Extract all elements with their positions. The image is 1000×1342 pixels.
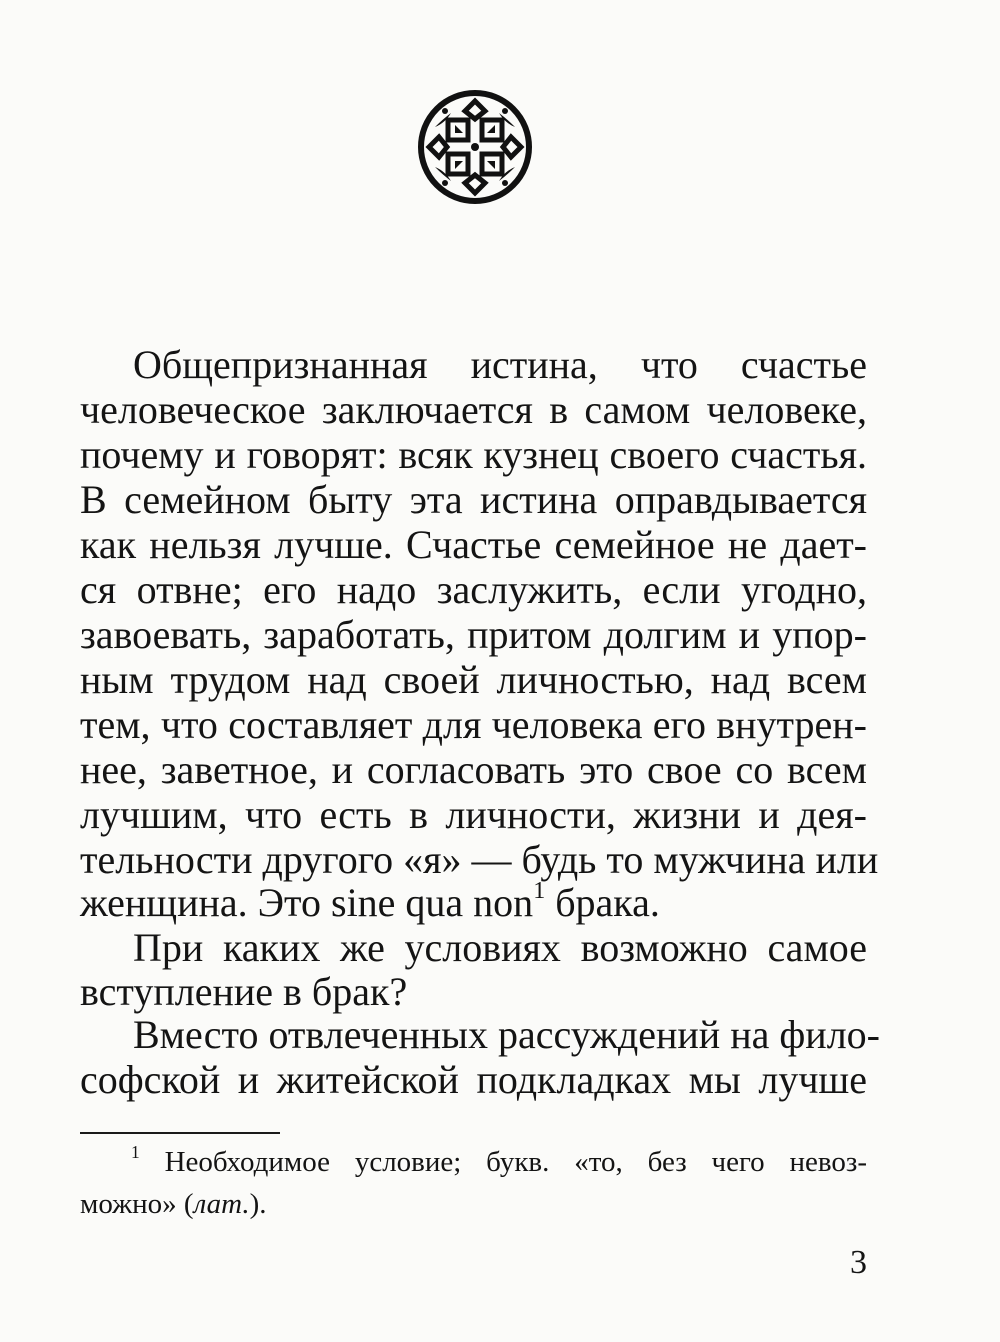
- page-number: 3: [850, 1244, 867, 1281]
- text-line: нее, заветное, и согласовать это свое со всем: [80, 747, 867, 792]
- text-line: ся отвне; его надо заслужить, если угодно,: [80, 567, 867, 612]
- text-line: Общепризнанная истина, что счастье: [133, 342, 867, 387]
- text-segment: женщина. Это sine qua non: [80, 880, 534, 925]
- ornament-rosette-icon: [417, 89, 533, 205]
- footnote-reference[interactable]: 1: [533, 878, 546, 904]
- footnote-italic: лат.: [193, 1188, 250, 1220]
- text-line: При каких же условиях возможно самое: [133, 925, 867, 970]
- text-segment: брака.: [545, 880, 660, 925]
- text-line: В семейном быту эта истина оправдывается: [80, 477, 867, 522]
- text-line: Вместо отвлеченных рассуждений на фило-: [133, 1012, 880, 1057]
- text-line: лучшим, что есть в личности, жизни и дея-: [80, 792, 867, 837]
- footnote-marker: 1: [131, 1141, 140, 1162]
- text-line: тем, что составляет для человека его внутрен-: [80, 702, 867, 747]
- text-line: почему и говорят: всяк кузнец своего счастья.: [80, 432, 867, 477]
- text-line: ным трудом над своей личностью, над всем: [80, 657, 867, 702]
- text-line: тельности другого «я» — будь то мужчина или: [80, 837, 879, 882]
- text-line: вступление в брак?: [80, 969, 408, 1014]
- text-line: софской и житейской подкладках мы лучше: [80, 1057, 867, 1102]
- footnote-line: [80, 1184, 867, 1224]
- footnote-divider: [80, 1132, 280, 1134]
- text-line: как нельзя лучше. Счастье семейное не дает-: [80, 522, 867, 567]
- text-line: человеческое заключается в самом человеке,: [80, 387, 867, 432]
- footnote-line: [131, 1142, 867, 1182]
- footnote-text: можно» (: [80, 1188, 194, 1220]
- footnote-text: ).: [249, 1188, 267, 1220]
- text-line: завоевать, заработать, притом долгим и упор-: [80, 612, 867, 657]
- text-line: [80, 878, 867, 925]
- footnote-text: Необходимое условие; букв. «то, без чего невоз-: [164, 1146, 868, 1178]
